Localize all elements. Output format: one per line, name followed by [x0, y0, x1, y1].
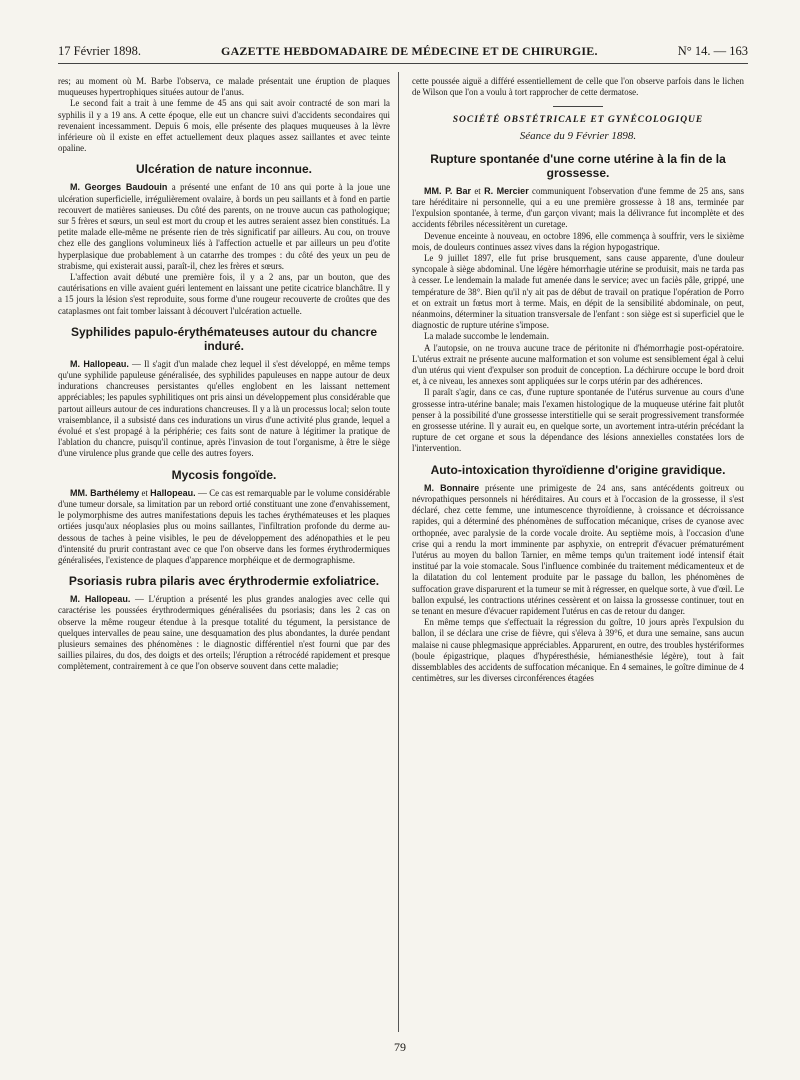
speaker-name: Hallopeau.	[150, 487, 196, 498]
paragraph: cette poussée aiguë a différé essentiellement de celle que l'on observe parfois dans le lichen de Wilson que l'on a voulu à tort rapprocher de cette dermatose.	[412, 76, 744, 98]
paragraph: En même temps que s'effectuait la régression du goître, 10 jours après l'expulsion du ballon, il se déclara une crise de fièvre, qui s'éleva à 39°6, et dura une semaine, sans aucun malaise ni cause phlegmasique appréciables. Apparurent, en outre, des troubles hystériformes (boule épigastrique, plaques d'hypéresthésie, hémianesthésie légère), tout à fait dissemblables des accidents de suffocation mécanique. En 4 semaines, le goître diminue de 4 centimètres, sur les diverses circonférences étagées	[412, 617, 744, 684]
paragraph	[412, 483, 744, 617]
paragraph-text: — L'éruption a présenté les plus grandes analogies avec celle qui caractérise les poussées érythrodermiques généralisées du psoriasis; dans les 2 cas on observe la même rougeur étendue à la presque totalité du tégument, la persistance de quelques intervalles de peau saine, une desquamation des plus abondantes, la durée pendant plusieurs semaines des phénomènes : le diagnostic différentiel n'est fourni que par des saillies pilaires, du dos, des doigts et des orteils; l'éruption a rétrocédé rapidement et presque complètement, contrairement à ce que l'on observe souvent dans cette maladie;	[58, 594, 390, 672]
paragraph-text: — Il s'agit d'un malade chez lequel il s'est développé, en même temps qu'une syphilide papuleuse généralisée, des syphilides papuleuses en nappe autour de deux indurations chancreuses persistantes qu'elles englobent en les laissant nettement appréciables; les papules syphilitiques ont pris ainsi un développement plus considérable que partout ailleurs autour de ces indurations chancreuses. Il y a là un processus local; selon toute vraisemblance, il a subsisté dans ces indurations un virus d'une activité plus grande, lequel a évolué et s'est propagé à la périphérie; ces faits sont de nature à légitimer la pratique de l'ablation du chancre, puisqu'il continue, après l'invasion de tout l'organisme, à être le siège d'une virulence plus grande que celle des autres foyers.	[58, 358, 390, 459]
section-heading-rupture: Rupture spontanée d'une corne utérine à la fin de la grossesse.	[430, 151, 726, 180]
conjunction: et	[139, 487, 151, 498]
paragraph-text: a présenté une enfant de 10 ans qui porte à la joue une ulcération superficielle, irrégulièrement ovalaire, à bords un peu saillants et à fond en partie recouvert de matières sanieuses. Du côté des parents, on ne trouve aucun cas pathologique; sur 5 frères et sœurs, un seul est mort du croup et les autres seraient assez bien constitués. La petite malade elle-même ne présente rien de très significatif par ailleurs. Au cou, on trouve chez elle des ganglions volumineux liés à l'affection actuelle et par ailleurs un peu d'otite hyperplasique due probablement à un catarrhe des trompes : du côté des yeux un peu de strabisme, qui existerait aussi, paraît-il, chez les frères et sœurs.	[58, 182, 390, 271]
paragraph	[412, 186, 744, 231]
paragraph: Devenue enceinte à nouveau, en octobre 1896, elle commença à souffrir, vers le sixième mois, de douleurs continues assez vives dans la région hypogastrique.	[412, 230, 744, 252]
speaker-name: MM. P. Bar	[424, 185, 472, 196]
right-column	[412, 76, 744, 1031]
paragraph: Le 9 juillet 1897, elle fut prise brusquement, sans cause apparente, d'une douleur syncopale à siège abdominal. Une légère hémorrhagie utérine se produisit, mais ne tarda pas à cesser. Le lendemain la malade fut amenée dans le service; avec un faciès pâle, grippé, une température de 38°. Bien qu'il n'y ait pas de début de travail on pratique l'opération de Porro et on extrait un fœtus mort à terme. Mais, en dépit de la sensibilité abdominale, on peut, néanmoins, déterminer la situation transversale de l'enfant : son siège est si superficiel que le diagnostic de rupture utérine s'impose.	[412, 253, 744, 331]
section-heading-ulceration: Ulcération de nature inconnue.	[135, 162, 313, 177]
paragraph	[58, 594, 390, 672]
speaker-name: R. Mercier	[484, 185, 529, 196]
running-header	[58, 40, 748, 64]
speaker-name: MM. Barthélemy	[70, 487, 140, 498]
header-page-number: N° 14. — 163	[677, 44, 748, 58]
section-heading-auto-intoxication: Auto-intoxication thyroïdienne d'origine gravidique.	[430, 462, 726, 477]
paragraph-text: présente une primigeste de 24 ans, sans antécédents goitreux ou névropathiques personnels ni héréditaires. Au cours et à l'occasion de la grossesse, il s'est déclaré, chez cette femme, une intumescence thyroïdienne, à croissance et décroissance rapides, qui a déterminé des phénomènes de suffocation mécanique, crises de cyanose avec orthopnée, avec paralysie de la corde vocale droite. Au septième mois, à l'occasion d'une crise qui a rendu la mort imminente par asphyxie, on entreprit d'évacuer prématurément l'utérus au moyen du ballon Tarnier, en même temps qu'un traitement iodé intensif était institué par la voie stomacale. Sous l'influence combinée du traitement médicamenteux et de la dilatation du col lentement produite par le passage du ballon, les phénomènes de suffocation grave disparurent et la tumeur se mit à régresser, en quelque sorte, à vue d'œil. Le ballon expulsé, les contractions utérines cessèrent et on laissa la grossesse continuer, tout en se tenant en mesure d'évacuer rapidement l'utérus en cas de retour du danger.	[412, 482, 744, 616]
separator	[553, 106, 603, 107]
session-date: Séance du 9 Février 1898.	[519, 129, 637, 142]
paragraph	[58, 182, 390, 272]
journal-title: GAZETTE HEBDOMADAIRE DE MÉDECINE ET DE CHIRURGIE.	[221, 44, 598, 58]
paragraph: A l'autopsie, on ne trouva aucune trace de péritonite ni d'hémorrhagie post-opératoire. L'utérus extrait ne présente aucune malformation et son volume est sensiblement égal à celui d'un utérus qui vient d'expulser son produit de conception. La déchirure occupe le bord droit et, à ce niveau, les annexes sont appliquées sur le corps utérin par des adhérences.	[412, 342, 744, 387]
section-heading-syphilides: Syphilides papulo-érythémateuses autour du chancre induré.	[70, 324, 378, 353]
paragraph: L'affection avait débuté une première fois, il y a 2 ans, par un bouton, que des cautérisations en ville avaient guéri lentement en laissant une petite cicatrice blanchâtre. Il y a 15 jours la lésion s'est reproduite, sous forme d'une rougeur recouverte de croûtes que des cataplasmes ont fait tomber laissant à découvert l'ulcération actuelle.	[58, 272, 390, 316]
paragraph: Il paraît s'agir, dans ce cas, d'une rupture spontanée de l'utérus survenue au cours d'une grossesse intra-utérine banale; mais l'examen histologique de la muqueuse utérine fait plutôt penser à la possibilité d'une grossesse interstitielle qui se serait progressivement transformée en grossesse utérine. Il y aurait eu, en quelque sorte, un avortement intra-utérin précédant la rupture de cet organe et sous la dépendance des lésions annexielles constatées lors de l'intervention.	[412, 387, 744, 454]
paragraph: La malade succombe le lendemain.	[424, 331, 549, 342]
speaker-name: M. Hallopeau.	[70, 594, 131, 605]
society-title: SOCIÉTÉ OBSTÉTRICALE ET GYNÉCOLOGIQUE	[452, 115, 704, 126]
paragraph	[58, 488, 390, 566]
paragraph: Le second fait a trait à une femme de 45 ans qui sait avoir contracté de son mari la syphilis il y a 19 ans. A cette époque, elle eut un chancre suivi d'accidents secondaires qui revenaient incessamment. Depuis 6 mois, elle présente des plaques muqueuses à la lèvre inférieure où il existe en effet actuellement deux plaques assez saillantes et avec teinte opaline.	[58, 98, 390, 154]
paragraph	[58, 359, 390, 460]
paragraph-text: communiquent l'observation d'une femme de 25 ans, sans tare héréditaire ni personnelle, qui a eu une première grossesse à 18 ans, terminée par l'expulsion spontanée, à terme, d'un garçon vivant; mais la délivrance fut incomplète et des accidents fébriles nécessitèrent un curetage.	[412, 185, 744, 230]
paragraph-text: — Ce cas est remarquable par le volume considérable d'une tumeur dorsale, sa limitation par un rebord ortié constituant une zone d'envahissement, le polymorphisme des autres manifestations depuis les taches érythémateuses et les plaques ortiées jusqu'aux néoplasies plus ou moins saillantes, l'infiltration profonde du derme au-dessous de taches à peine visibles, le peu de développement des adénopathies et le peu d'intensité du prurit contrastant avec ce que l'on observe dans les formes érythrodermiques généralisées, l'existence de plaques d'apparence morphéique et de dermographisme.	[58, 487, 390, 565]
section-heading-psoriasis: Psoriasis rubra pilaris avec érythrodermie exfoliatrice.	[68, 574, 380, 589]
speaker-name: M. Georges Baudouin	[70, 182, 168, 193]
column-divider	[398, 72, 399, 1032]
left-column	[58, 76, 390, 1031]
paragraph: res; au moment où M. Barbe l'observa, ce malade présentait une éruption de plaques muqueuses hypertrophiques situées autour de l'anus.	[58, 76, 390, 98]
speaker-name: M. Bonnaire	[424, 482, 480, 493]
conjunction: et	[471, 185, 485, 196]
section-heading-mycosis: Mycosis fongoïde.	[171, 467, 277, 482]
speaker-name: M. Hallopeau.	[70, 358, 129, 369]
header-date: 17 Février 1898.	[58, 44, 141, 58]
page-footer-number: 79	[394, 1040, 406, 1054]
